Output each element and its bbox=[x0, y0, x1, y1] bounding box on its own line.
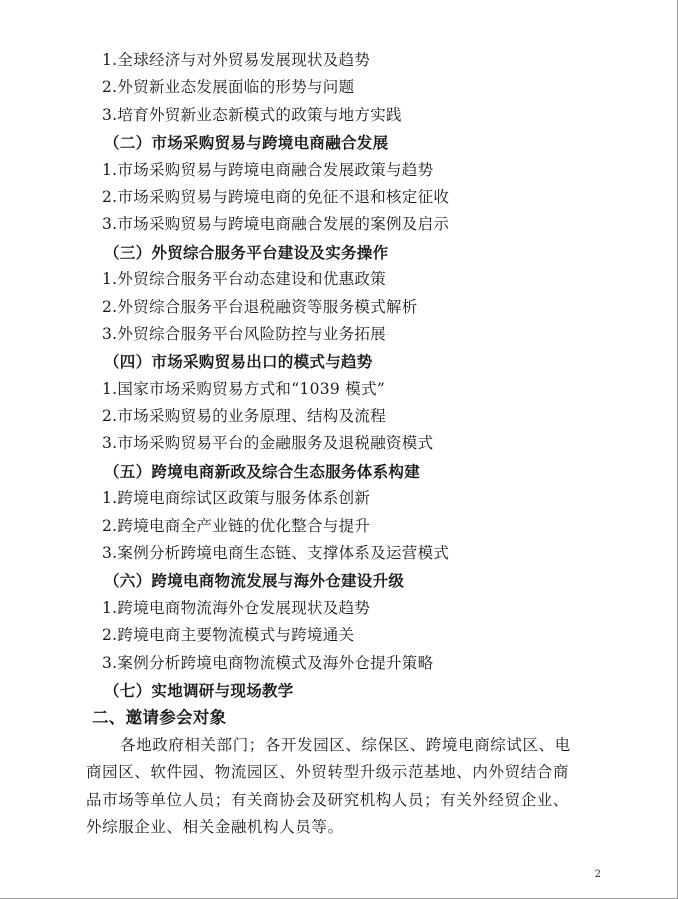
line-06: 2.市场采购贸易与跨境电商的免征不退和核定征收 bbox=[102, 187, 450, 206]
line-22: 2.跨境电商主要物流模式与跨境通关 bbox=[102, 626, 355, 645]
paragraph-line-3: 品市场等单位人员；有关商协会及研究机构人员；有关外经贸企业、 bbox=[86, 790, 570, 809]
line-23: 3.案例分析跨境电商物流模式及海外仓提升策略 bbox=[102, 653, 434, 672]
section-heading-2: 二、邀请参会对象 bbox=[92, 708, 227, 728]
paragraph-line-2: 商园区、软件园、物流园区、外贸转型升级示范基地、内外贸结合商 bbox=[86, 763, 570, 782]
subheading-2: （二）市场采购贸易与跨境电商融合发展 bbox=[104, 133, 389, 153]
line-01: 1.全球经济与对外贸易发展现状及趋势 bbox=[102, 51, 371, 69]
page-number: 2 bbox=[594, 869, 601, 880]
subheading-7: （七）实地调研与现场教学 bbox=[104, 680, 294, 700]
line-03: 3.培育外贸新业态新模式的政策与地方实践 bbox=[102, 105, 402, 124]
line-11: 3.外贸综合服务平台风险防控与业务拓展 bbox=[102, 324, 386, 343]
line-21: 1.跨境电商物流海外仓发展现状及趋势 bbox=[102, 598, 371, 617]
line-14: 2.市场采购贸易的业务原理、结构及流程 bbox=[102, 407, 386, 426]
line-17: 1.跨境电商综试区政策与服务体系创新 bbox=[102, 489, 371, 508]
line-13: 1.国家市场采购贸易方式和“1039 模式” bbox=[102, 379, 386, 398]
line-15: 3.市场采购贸易平台的金融服务及退税融资模式 bbox=[102, 434, 434, 453]
subheading-3: （三）外贸综合服务平台建设及实务操作 bbox=[104, 242, 389, 262]
line-02: 2.外贸新业态发展面临的形势与问题 bbox=[102, 78, 355, 97]
section-2-paragraph bbox=[86, 732, 626, 842]
line-07: 3.市场采购贸易与跨境电商融合发展的案例及启示 bbox=[102, 215, 450, 234]
subheading-4: （四）市场采购贸易出口的模式与趋势 bbox=[104, 352, 373, 372]
line-09: 1.外贸综合服务平台动态建设和优惠政策 bbox=[102, 270, 386, 289]
subheading-5: （五）跨境电商新政及综合生态服务体系构建 bbox=[104, 461, 421, 481]
line-05: 1.市场采购贸易与跨境电商融合发展政策与趋势 bbox=[102, 160, 434, 179]
paragraph-line-4: 外综服企业、相关金融机构人员等。 bbox=[86, 817, 344, 836]
line-18: 2.跨境电商全产业链的优化整合与提升 bbox=[102, 516, 371, 535]
paragraph-line-1: 各地政府相关部门；各开发园区、综保区、跨境电商综试区、电 bbox=[120, 735, 571, 754]
line-19: 3.案例分析跨境电商生态链、支撑体系及运营模式 bbox=[102, 544, 450, 563]
subheading-6: （六）跨境电商物流发展与海外仓建设升级 bbox=[104, 571, 405, 591]
document-body bbox=[86, 47, 626, 841]
line-10: 2.外贸综合服务平台退税融资等服务模式解析 bbox=[102, 297, 418, 316]
